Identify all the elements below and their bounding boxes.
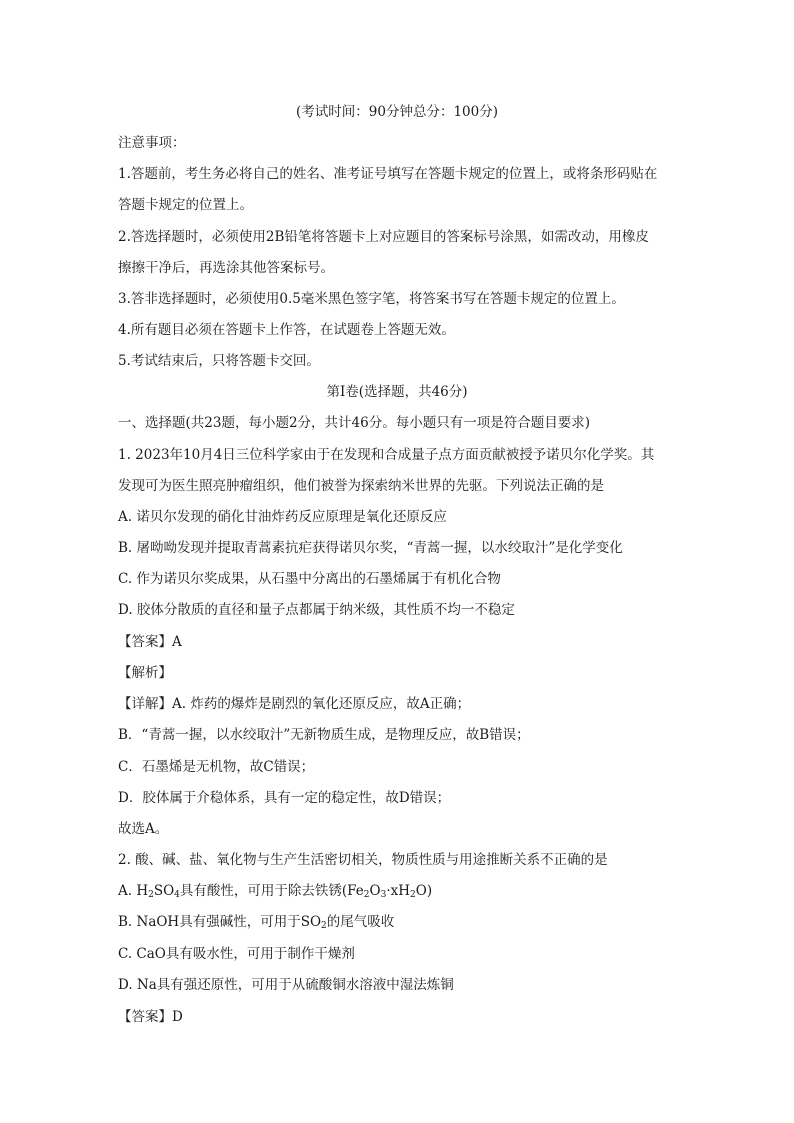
q1-analysis-label: 【解析】 [118, 665, 172, 681]
note-item-2-line-2: 擦擦干净后，再选涂其他答案标号。 [118, 260, 334, 276]
q1-option-c: C. 作为诺贝尔奖成果，从石墨中分离出的石墨烯属于有机化合物 [118, 571, 501, 587]
q1-detail-tag: 【详解】 [118, 696, 172, 712]
q2-option-a-part: ·xH [386, 883, 411, 899]
q2-answer-value: D [172, 1009, 183, 1025]
exam-info: (考试时间：90分钟总分：100分) [296, 104, 498, 120]
q1-answer-tag: 【答案】 [118, 634, 172, 650]
q2-stem: 2. 酸、碱、盐、氧化物与生产生活密切相关，物质性质与用途推断关系不正确的是 [118, 852, 608, 868]
q2-option-a-sub: 2 [148, 890, 154, 900]
note-item-2-line-1: 2.答选择题时，必须使用2B铅笔将答题卡上对应题目的答案标号涂黑，如需改动，用橡皮 [118, 229, 649, 245]
q1-stem-line-2: 发现可为医生照亮肿瘤组织，他们被誉为探索纳米世界的先驱。下列说法正确的是 [118, 478, 604, 494]
q1-answer-value: A [172, 634, 182, 650]
q1-stem-line-1: 1. 2023年10月4日三位科学家由于在发现和合成量子点方面贡献被授予诺贝尔化学奖。其 [118, 447, 655, 463]
q1-answer [118, 633, 182, 651]
q2-answer [118, 1008, 183, 1026]
q1-option-d: D. 胶体分散质的直径和量子点都属于纳米级，其性质不均一不稳定 [118, 602, 515, 618]
q2-option-a-sub: 2 [410, 890, 416, 900]
q2-option-a-sub: 3 [380, 890, 387, 900]
note-item-5: 5.考试结束后，只将答题卡交回。 [118, 353, 320, 369]
q1-detail-a-text: A. 炸药的爆炸是剧烈的氧化还原反应，故A正确； [172, 696, 471, 712]
q2-option-c: C. CaO具有吸水性，可用于制作干燥剂 [118, 946, 355, 962]
note-item-3: 3.答非选择题时，必须使用0.5毫米黑色签字笔，将答案书写在答题卡规定的位置上。 [118, 291, 625, 307]
q2-option-d: D. Na具有强还原性，可用于从硫酸铜水溶液中湿法炼铜 [118, 977, 454, 993]
q2-answer-tag: 【答案】 [118, 1009, 172, 1025]
q1-detail-b: B．“青蒿一握，以水绞取汁”无新物质生成，是物理反应，故B错误； [118, 727, 530, 743]
q1-analysis-tag [118, 664, 172, 682]
note-item-1-line-2: 答题卡规定的位置上。 [118, 197, 253, 213]
note-item-4: 4.所有题目必须在答题卡上作答，在试题卷上答题无效。 [118, 322, 455, 338]
q1-option-a: A. 诺贝尔发现的硝化甘油炸药反应原理是氧化还原反应 [118, 509, 447, 525]
q2-option-b-part: 的尾气吸收 [326, 914, 395, 930]
q1-option-b: B. 屠呦呦发现并提取青蒿素抗疟获得诺贝尔奖，“青蒿一握，以水绞取汁”是化学变化 [118, 540, 623, 556]
q2-option-b-part: B. NaOH具有强碱性，可用于SO [118, 914, 322, 930]
q2-option-a-part: O [369, 883, 381, 899]
q2-option-a-part: O) [415, 883, 433, 899]
notes-title: 注意事项： [118, 135, 186, 151]
q2-option-a-sub: 2 [363, 890, 370, 900]
q2-option-a-part: SO [153, 883, 175, 899]
note-item-1-line-1: 1.答题前，考生务必将自己的姓名、准考证号填写在答题卡规定的位置上，或将条形码贴在 [118, 166, 658, 182]
q2-option-b-sub: 2 [321, 921, 327, 931]
q2-option-a-part: 具有酸性，可用于除去铁锈(Fe [179, 883, 364, 899]
q1-conclusion: 故选A。 [118, 821, 169, 837]
q2-option-a [118, 882, 432, 900]
q1-detail-c: C．石墨烯是无机物，故C错误； [118, 759, 315, 775]
q2-option-a-sub: 4 [174, 890, 180, 900]
q1-detail-d: D．胶体属于介稳体系，具有一定的稳定性，故D错误； [118, 790, 451, 806]
part-title: 一、选择题(共23题，每小题2分，共计46分。每小题只有一项是符合题目要求) [118, 415, 590, 431]
volume-title: 第Ⅰ卷(选择题，共46分) [326, 384, 468, 400]
q1-detail-a [118, 695, 470, 713]
q2-option-a-part: A. H [118, 883, 149, 899]
q2-option-b [118, 913, 394, 931]
